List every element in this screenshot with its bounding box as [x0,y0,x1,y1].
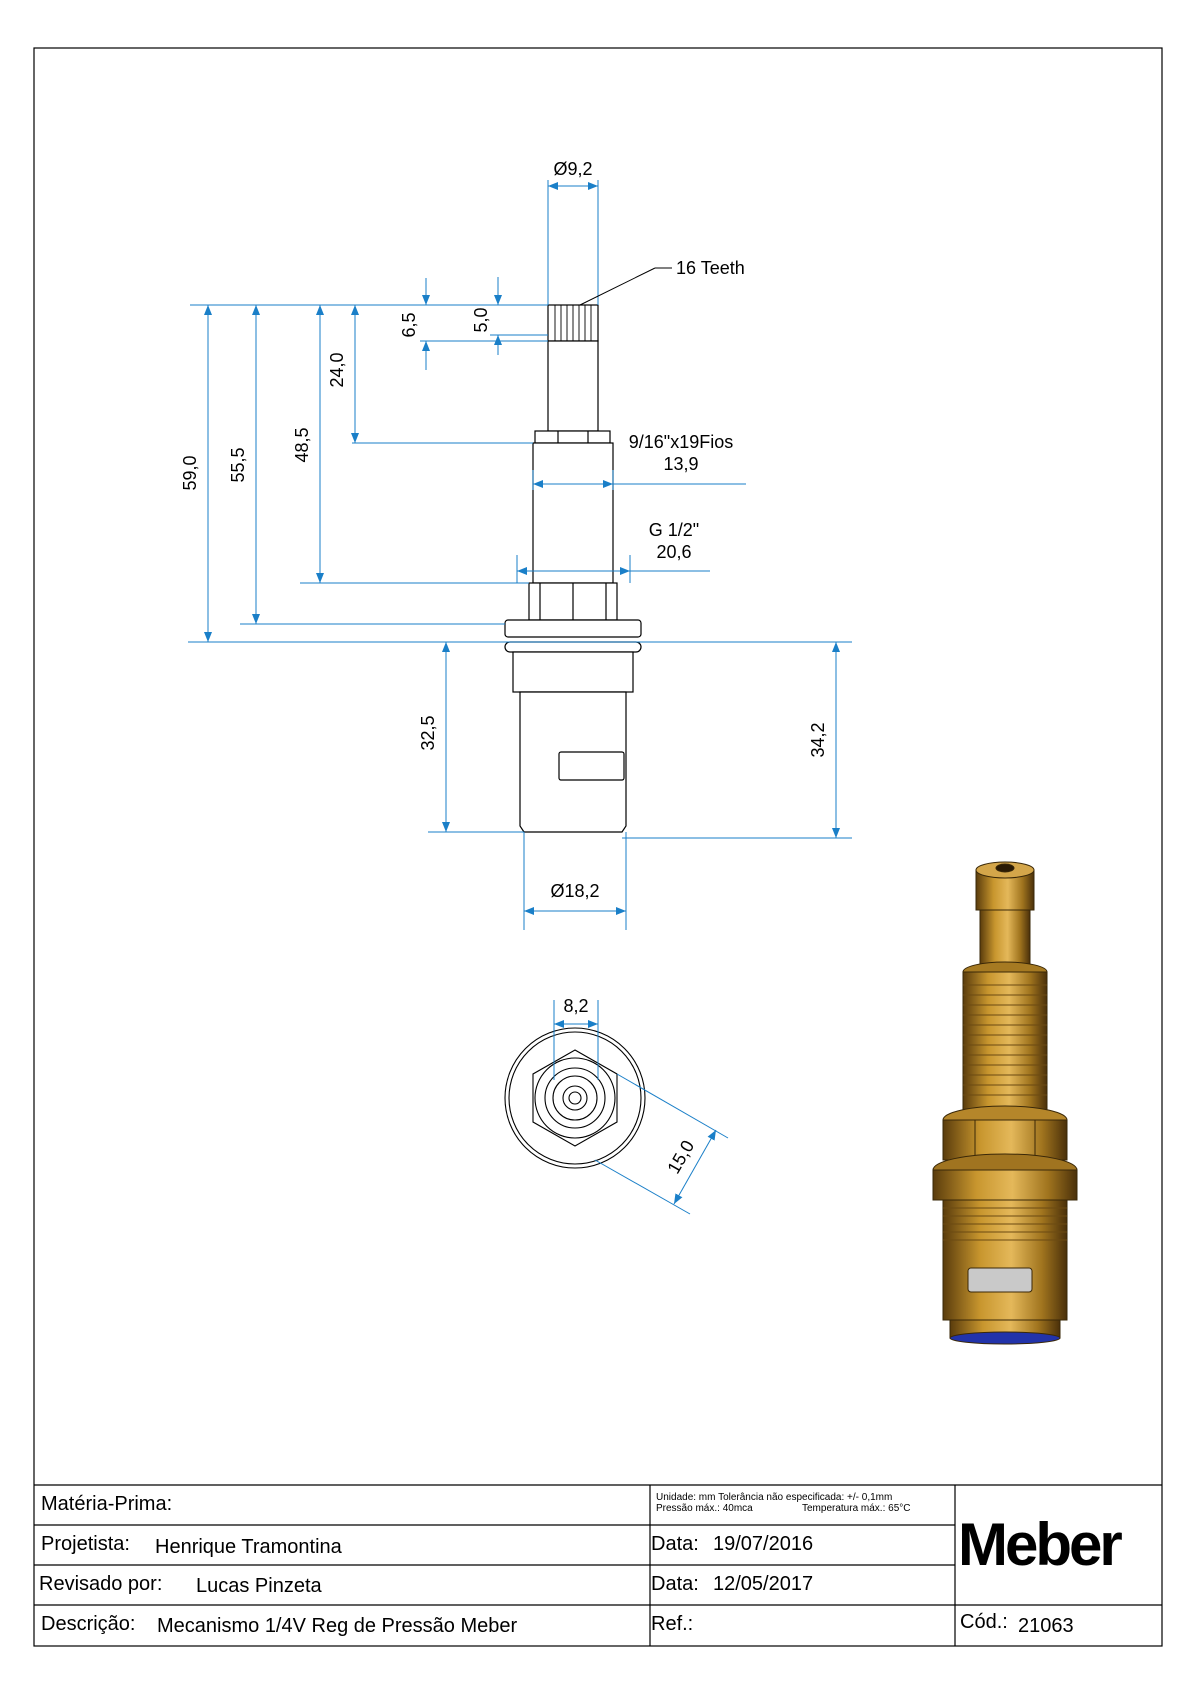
dimension-labels [180,159,828,1177]
dim-thread-diameter: 13,9 [663,454,699,474]
thread-body [513,652,633,692]
dim-spline-height: 6,5 [399,312,419,338]
dim-g-thread-spec: G 1/2" [648,520,700,540]
body-window [559,752,624,780]
notes-line1: Unidade: mm Tolerância não especificada: +/- 0,1mm [656,1492,893,1503]
cod-label: Cód.: [960,1611,1008,1633]
dim-top-view-width: 8,2 [563,996,589,1016]
notes-line2-temperature: Temperatura máx.: 65°C [802,1503,911,1514]
stem-flange [535,431,610,443]
data2-label: Data: [651,1573,699,1595]
dim-hex-across-flats: 15,0 [663,1136,699,1178]
top-view [505,1028,645,1168]
dim-total-length: 59,0 [180,455,200,491]
meber-logo: Meber [958,1511,1120,1578]
threaded-shaft [533,443,613,583]
notes-line2-pressure: Pressão máx.: 40mca [656,1503,753,1514]
cod-value: 21063 [1018,1615,1074,1637]
dim-thread-spec: 9/16"x19Fios [628,432,734,452]
projetista-value: Henrique Tramontina [155,1536,342,1558]
data2-value: 12/05/2017 [713,1573,814,1595]
revisado-label: Revisado por: [39,1573,163,1595]
dim-body-diameter: Ø18,2 [550,881,600,901]
projetista-label: Projetista: [41,1533,130,1555]
o-ring [505,642,641,652]
dim-g-thread-diameter: 20,6 [656,542,692,562]
data1-label: Data: [651,1533,699,1555]
front-view [505,305,641,832]
descricao-value: Mecanismo 1/4V Reg de Pressão Meber [157,1615,518,1637]
ref-label: Ref.: [651,1613,694,1635]
part-render [933,862,1077,1344]
dim-spline-length: 5,0 [471,307,491,333]
upper-shaft [548,341,598,431]
teeth-leader [580,268,672,305]
dim-length-555: 55,5 [228,447,248,483]
shoulder [505,620,641,637]
dim-shaft-diameter: Ø9,2 [553,159,593,179]
dim-lower-length-total: 34,2 [808,722,828,758]
materia-prima-label: Matéria-Prima: [41,1493,173,1515]
dim-shaft-length: 24,0 [327,352,347,388]
descricao-label: Descrição: [41,1613,136,1635]
dim-lower-length: 32,5 [418,715,438,751]
revisado-value: Lucas Pinzeta [196,1575,322,1597]
dim-length-485: 48,5 [292,427,312,463]
dim-teeth-note: 16 Teeth [676,258,745,278]
data1-value: 19/07/2016 [713,1533,814,1555]
